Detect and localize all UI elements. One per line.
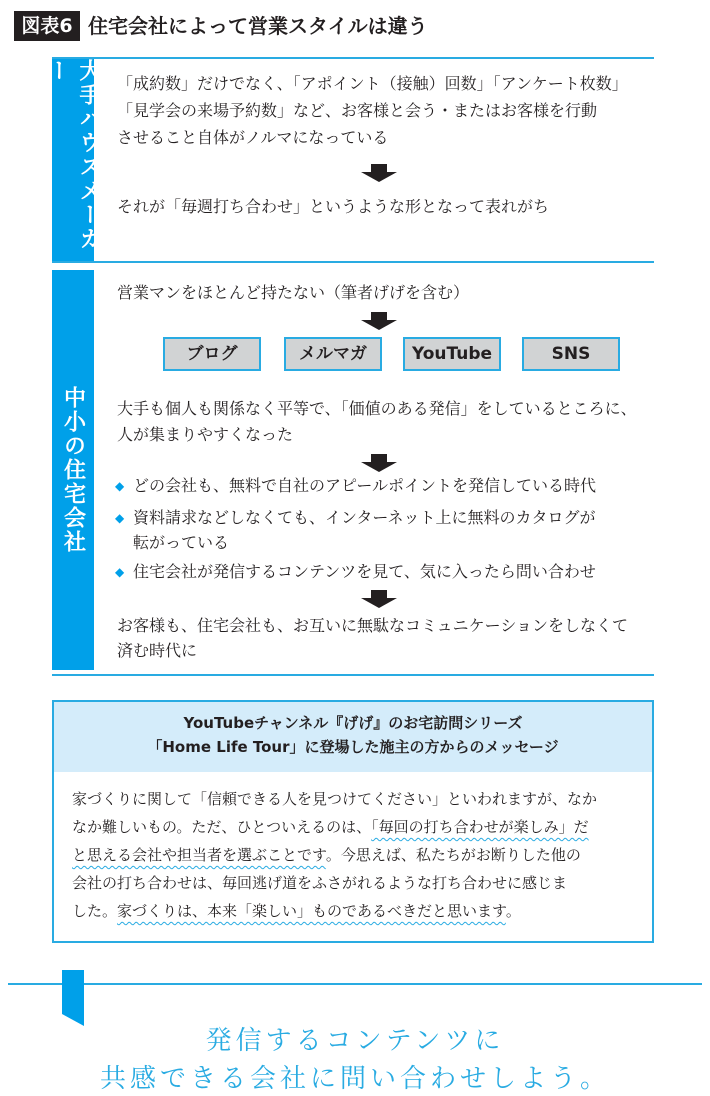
- section1-bottom-rule: [52, 261, 654, 263]
- bullet-item-3: 住宅会社が発信するコンテンツを見て、気に入ったら問い合わせ: [133, 562, 596, 581]
- section2-label: 中小の住宅会社: [52, 270, 94, 670]
- channel-tag-mailmag: メルマガ: [284, 337, 382, 371]
- message-body-line-1: 家づくりに関して「信頼できる人を見つけてください」といわれますが、なか: [72, 790, 598, 808]
- section2-para-line-2: 人が集まりやすくなった: [117, 425, 294, 444]
- section1-label: 大手ハウスメーカー: [52, 59, 94, 261]
- message-body-line-4: 会社の打ち合わせは、毎回逃げ道をふさがれるような打ち合わせに感じま: [72, 874, 568, 892]
- channel-tag-youtube: YouTube: [403, 337, 501, 371]
- section1-line-3: させること自体がノルマになっている: [117, 128, 389, 147]
- message-heading: [54, 702, 652, 772]
- section1-line-2: 「見学会の来場予約数」など、お客様と会う・またはお客様を行動: [117, 101, 598, 120]
- section2-conclusion-line-1: お客様も、住宅会社も、お互いに無駄なコミュニケーションをしなくて: [117, 616, 629, 635]
- bullet-item-2-line-2: 転がっている: [133, 533, 230, 552]
- diamond-bullet-icon: ◆: [115, 511, 125, 525]
- tagline-rule: [8, 983, 702, 985]
- figure-label: 図表6: [14, 11, 80, 41]
- section1-result: それが「毎週打ち合わせ」というような形となって表れがち: [117, 197, 550, 216]
- down-arrow-icon: [361, 312, 397, 330]
- channel-tag-blog: ブログ: [163, 337, 261, 371]
- section2-conclusion-line-2: 済む時代に: [117, 641, 198, 660]
- down-arrow-icon: [361, 164, 397, 182]
- bullet-item-2-line-1: 資料請求などしなくても、インターネット上に無料のカタログが: [133, 508, 596, 527]
- section1-top-rule: [52, 57, 654, 59]
- section2-intro: 営業マンをほとんど持たない（筆者げげを含む）: [117, 283, 470, 302]
- message-heading-line-1: YouTubeチャンネル『げげ』のお宅訪問シリーズ: [183, 714, 523, 732]
- diamond-bullet-icon: ◆: [115, 479, 125, 493]
- message-heading-line-2: 「Home Life Tour」に登場した施主の方からのメッセージ: [147, 738, 559, 756]
- message-body-line-2: なか難しいもの。ただ、ひとついえるのは、「毎回の打ち合わせが楽しみ」だ: [72, 818, 589, 836]
- tagline-line-2: 共感できる会社に問い合わせしよう。: [99, 1064, 610, 1094]
- down-arrow-icon: [361, 454, 397, 472]
- channel-tag-sns: SNS: [522, 337, 620, 371]
- down-arrow-icon: [361, 590, 397, 608]
- section1-line-1: 「成約数」だけでなく、「アポイント（接触）回数」「アンケート枚数」: [117, 74, 628, 93]
- section2-bottom-rule: [52, 674, 654, 676]
- diamond-bullet-icon: ◆: [115, 565, 125, 579]
- bookmark-marker-icon: [62, 970, 84, 1026]
- message-body-line-3: と思える会社や担当者を選ぶことです。今思えば、私たちがお断りした他の: [72, 846, 581, 864]
- figure-title: 住宅会社によって営業スタイルは違う: [88, 14, 428, 38]
- section2-para-line-1: 大手も個人も関係なく平等で、「価値のある発信」をしているところに、: [117, 399, 637, 418]
- message-body-line-5: した。家づくりは、本来「楽しい」ものであるべきだと思います。: [72, 902, 521, 920]
- tagline-line-1: 発信するコンテンツに: [205, 1026, 505, 1056]
- bullet-item-1: どの会社も、無料で自社のアピールポイントを発信している時代: [133, 476, 597, 495]
